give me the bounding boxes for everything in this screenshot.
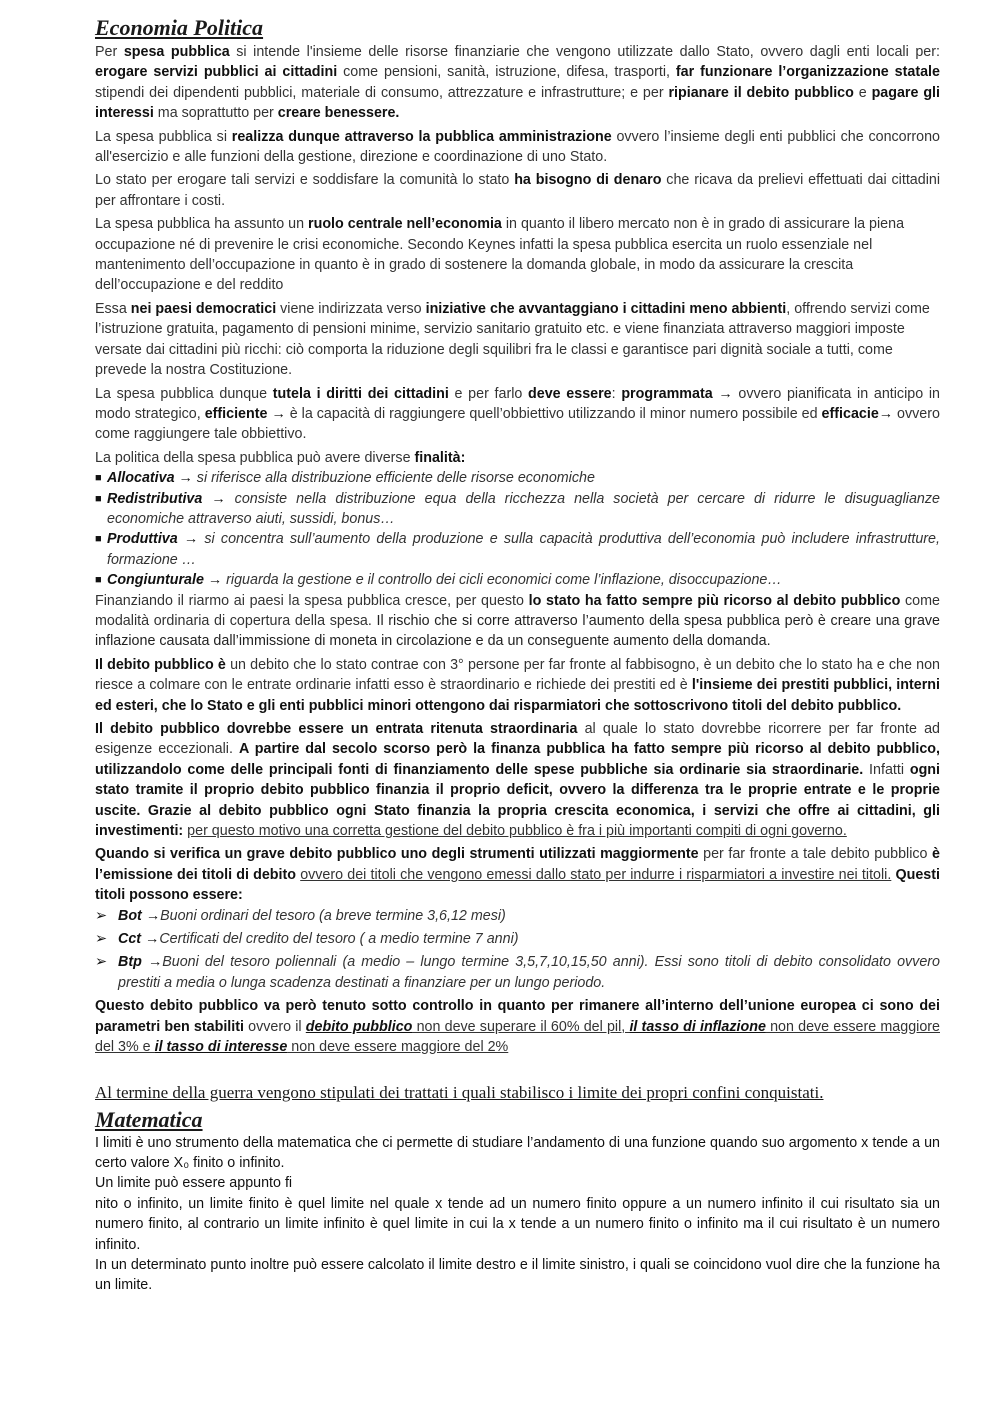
arrowhead-bullet-icon: ➢ [95, 907, 107, 924]
page-title: Economia Politica [95, 15, 264, 40]
paragraph-debito-pubblico: Il debito pubblico è un debito che lo stato contrae con 3° persone per far fronte al fabbisogno, è un debito che lo stato ha e che non riesce a colmare con le entrate ordinarie infatti esso è straordinario e richiede dei prestiti ed è l'insieme dei prestiti pubblici, interni ed esteri, che lo Stato e gli enti pubblici minori ottengono dai risparmiatori che sottoscrivono titoli del debito pubblico. [95, 656, 940, 714]
paragraph-trattati: Al termine della guerra vengono stipulati dei trattati i quali stabilisco i limite dei propri confini conquistati. [95, 1082, 824, 1102]
paragraph-limite-fi: Un limite può essere appunto fi [95, 1175, 293, 1192]
square-bullet-icon: ■ [95, 492, 102, 505]
paragraph-ruolo-centrale: La spesa pubblica ha assunto un ruolo centrale nell’economia in quanto il libero mercato non è in grado di assicurare la piena occupazione né di prevenire le crisi economiche. Secondo Keynes infatti la spesa pubblica esercita un ruolo essenziale nel mantenimento dell’occupazione in quanto è in grado di sostenere la domanda globale, in modo da assicurare la crescita dell’occupazione e del reddito [95, 216, 905, 294]
paragraph-riarmo: Finanziando il riarmo ai paesi la spesa pubblica cresce, per questo lo stato ha fatto sempre più ricorso al debito pubblico come modalità ordinaria di copertura della spesa. Il rischio che si corre attraverso l’aumento della spesa pubblica però è creare una grave inflazione causata dall’immissione di moneta in circolazione e da un conseguente aumento della domanda. [95, 592, 940, 650]
arrow-icon: → [145, 907, 161, 924]
paragraph-limite-finito: nito o infinito, un limite finito è quel limite nel quale x tende ad un numero finito oppure a un numero infinito il cui risultato sia un numero finito, al contrario un limite infinito è quel limite in cui la x tende a un numero finito o infinito ma il cui risultato è un numero infinito. [95, 1195, 940, 1253]
paragraph-limiti: I limiti è uno strumento della matematica che ci permette di studiare l’andamento di una funzione quando suo argomento x tende a un certo valore X₀ finito o infinito. [95, 1134, 940, 1171]
arrowhead-bullet-icon: ➢ [95, 931, 107, 948]
paragraph-titoli-debito: Quando si verifica un grave debito pubblico uno degli strumenti utilizzati maggiormente per far fronte a tale debito pubblico è l’emissione dei titoli di debito ovvero dei titoli che vengono emessi dallo stato per indurre i risparmiatori a investire nei titoli. Questi titoli possono essere: [95, 846, 940, 904]
paragraph-bisogno-denaro: Lo stato per erogare tali servizi e soddisfare la comunità lo stato ha bisogno di denaro che ricava da prelievi effettuati dai cittadini per affrontare i costi. [95, 172, 941, 209]
list-item: ➢ Cct →Certificati del credito del tesoro ( a medio termine 7 anni) [95, 929, 940, 949]
paragraph-spesa-pubblica: Per spesa pubblica si intende l'insieme delle risorse finanziarie che vengono utilizzate dallo Stato, ovvero dagli enti locali per: erogare servizi pubblici ai cittadini come pensioni, sanità, istruzione, difesa, trasporti, far funzionare l’organizzazione statale stipendi dei dipendenti pubblici, materiale di consumo, attrezzature e infrastrutture; e per ripianare il debito pubblico e pagare gli interessi ma soprattutto per creare benessere. [95, 44, 940, 122]
arrow-icon: → [145, 931, 160, 948]
list-item: ■ Allocativa → si riferisce alla distribuzione efficiente delle risorse economiche [95, 468, 940, 488]
arrow-icon: → [211, 490, 226, 507]
arrow-icon: → [147, 954, 163, 971]
finalita-list [95, 468, 940, 590]
paragraph-finalita-intro: La politica della spesa pubblica può avere diverse finalità: [95, 449, 466, 466]
list-item: ■ Redistributiva → consiste nella distribuzione equa della ricchezza nella società per cercare di ridurre le disuguaglianze economiche attraverso aiuti, sussidi, bonus… [95, 490, 940, 527]
square-bullet-icon: ■ [95, 472, 102, 485]
paragraph-tutela-diritti: La spesa pubblica dunque tutela i diritti dei cittadini e per farlo deve essere: programmata → ovvero pianificata in anticipo in modo strategico, efficiente → è la capacità di raggiungere quell’obbiettivo utilizzando il minor numero possibile ed efficacie→ ovvero come raggiungere tale obbiettivo. [95, 385, 940, 443]
document-page [95, 14, 940, 1296]
paragraph-limite-destro-sinistro: In un determinato punto inoltre può essere calcolato il limite destro e il limite sinistro, i quali se coincidono vuol dire che la funzione ha un limite. [95, 1256, 940, 1294]
paragraph-debito-straordinario: Il debito pubblico dovrebbe essere un entrata ritenuta straordinaria al quale lo stato dovrebbe ricorrere per far fronte ad esigenze eccezionali. A partire dal secolo scorso però la finanza pubblica ha fatto sempre più ricorso al debito pubblico, utilizzandolo come delle principali fonti di finanziamento delle spese pubbliche sia ordinarie sia straordinarie. Infatti ogni stato tramite il proprio debito pubblico finanzia il proprio deficit, ovvero la differenza tra le proprie entrate e le proprie uscite. Grazie al debito pubblico ogni Stato finanzia la propria crescita economica, i servizi che offre ai cittadini, gli investimenti: per questo motivo una corretta gestione del debito pubblico è fra i più importanti compiti di ogni governo. [95, 721, 941, 840]
arrow-icon: → [207, 572, 223, 589]
list-item: ■ Congiunturale → riguarda la gestione e il controllo dei cicli economici come l’inflazione, disoccupazione… [95, 570, 940, 590]
arrow-icon: → [718, 385, 733, 402]
list-item: ➢ Btp →Buoni del tesoro poliennali (a medio – lungo termine 3,5,7,10,15,50 anni). Essi sono titoli di debito consolidato ovvero prestiti a media o lunga scadenza destinati a finanziare per un lungo periodo. [95, 954, 940, 991]
paragraph-parametri-ue: Questo debito pubblico va però tenuto sotto controllo in quanto per rimanere all’interno dell’unione europea ci sono dei parametri ben stabiliti ovvero il debito pubblico non deve superare il 60% del pil, il tasso di inflazione non deve essere maggiore del 3% e il tasso di interesse non deve essere maggiore del 2% [95, 998, 940, 1056]
titoli-list [95, 906, 940, 994]
arrow-icon: → [878, 405, 894, 422]
arrow-icon: → [178, 470, 193, 487]
paragraph-paesi-democratici: Essa nei paesi democratici viene indirizzata verso iniziative che avvantaggiano i cittadini meno abbienti, offrendo servizi come l’istruzione gratuita, pagamento di pensioni minime, servizio sanitario gratuito etc. e viene finanziata attraverso maggiori imposte versate dai cittadini più ricchi: ciò comporta la riduzione degli squilibri fra le classi e garantisce pari dignità sociale a tutti, come prevede la nostra Costituzione. [95, 300, 930, 379]
paragraph-pubblica-amministrazione: La spesa pubblica si realizza dunque attraverso la pubblica amministrazione ovvero l’insieme degli enti pubblici che concorrono all'esercizio e alle funzioni della gestione, direzione e coordinazione di uno Stato. [95, 128, 941, 166]
list-item: ➢ Bot →Buoni ordinari del tesoro (a breve termine 3,6,12 mesi) [95, 906, 940, 926]
arrow-icon: → [183, 531, 199, 548]
arrowhead-bullet-icon: ➢ [95, 954, 107, 971]
square-bullet-icon: ■ [95, 533, 102, 546]
arrow-icon: → [271, 405, 286, 422]
list-item: ■ Produttiva → si concentra sull’aumento della produzione e sulla capacità produttiva dell’economia può includere infrastrutture, formazione … [95, 531, 940, 568]
square-bullet-icon: ■ [95, 574, 102, 587]
section-title-matematica: Matematica [95, 1106, 203, 1132]
